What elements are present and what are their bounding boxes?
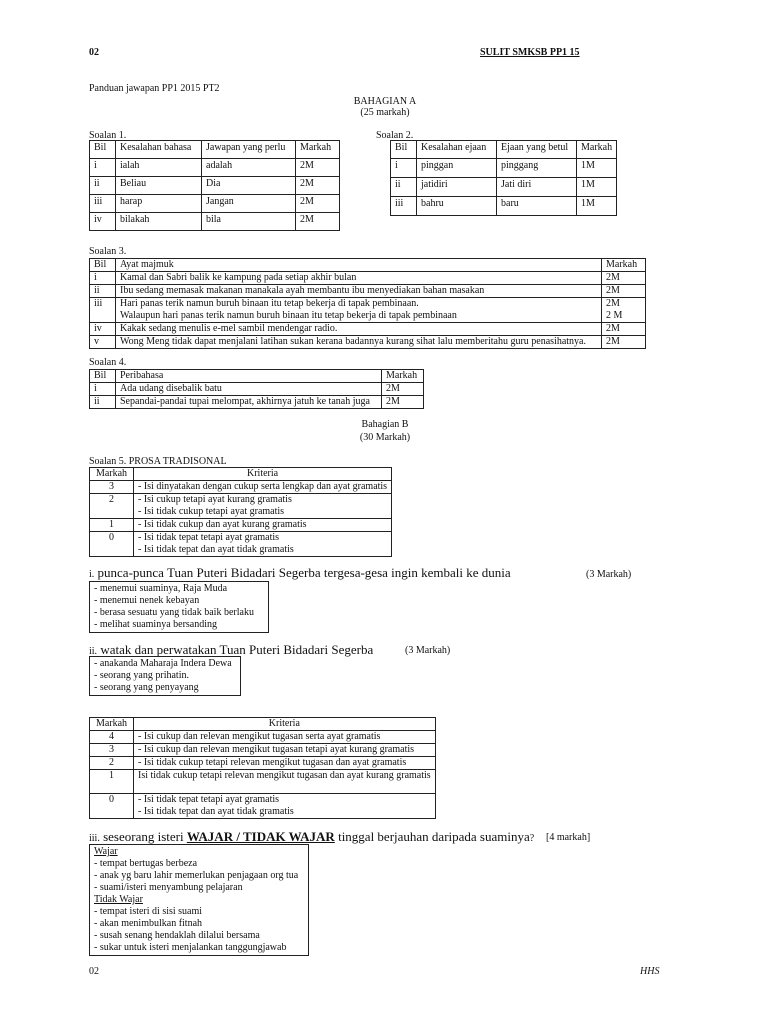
cell-line: - Isi cukup tetapi ayat kurang gramatis — [138, 494, 292, 505]
question-i — [89, 565, 511, 581]
question-iii — [89, 829, 534, 845]
header-cell: Markah — [90, 468, 134, 481]
cell: 2 — [90, 494, 134, 519]
table-row — [391, 197, 617, 216]
answer-item: - seorang yang prihatin. — [94, 670, 189, 681]
question-text-pre: seseorang isteri — [103, 829, 184, 844]
table-row — [90, 744, 436, 757]
cell — [134, 494, 392, 519]
header-code: SULIT SMKSB PP1 15 — [480, 47, 580, 58]
table-row — [90, 195, 340, 213]
question-text: punca-punca Tuan Puteri Bidadari Segerba tergesa-gesa ingin kembali ke dunia — [97, 565, 511, 580]
cell: Sepandai-pandai tupai melompat, akhirnya jatuh ke tanah juga — [116, 396, 382, 409]
section-a-title: BAHAGIAN A — [353, 96, 417, 107]
q5-rubric-table — [89, 467, 392, 557]
table-header-row — [391, 141, 617, 159]
section-a-marks: (25 markah) — [360, 107, 410, 118]
table-header-row — [90, 718, 436, 731]
header-cell: Markah — [90, 718, 134, 731]
cell: 2M — [382, 396, 424, 409]
cell: 2M — [602, 323, 646, 336]
answer-item: - anakanda Maharaja Indera Dewa — [94, 658, 232, 669]
header-cell: Markah — [382, 370, 424, 383]
question-i-marks: (3 Markah) — [586, 569, 632, 580]
table-row — [90, 519, 392, 532]
table-row — [90, 383, 424, 396]
cell: 2M — [296, 195, 340, 213]
question-ii-marks: (3 Markah) — [405, 645, 451, 656]
cell: 1M — [577, 197, 617, 216]
cell: - Isi tidak cukup dan ayat kurang gramatis — [134, 519, 392, 532]
question-text-post: tinggal berjauhan daripada suaminya — [338, 829, 530, 844]
question-i-answer-box — [89, 581, 269, 633]
cell: 0 — [90, 794, 134, 819]
q2-label: Soalan 2. — [376, 130, 414, 141]
cell: baru — [497, 197, 577, 216]
cell-line: - Isi tidak cukup tetapi ayat gramatis — [138, 506, 285, 517]
cell-line: 2M — [606, 298, 620, 309]
cell-line: - Isi tidak tepat tetapi ayat gramatis — [138, 794, 280, 805]
answer-item: - suami/isteri menyambung pelajaran — [94, 882, 243, 893]
answer-item: - berasa sesuatu yang tidak baik berlaku — [94, 607, 254, 618]
answer-item: - menemui suaminya, Raja Muda — [94, 583, 228, 594]
q1-label: Soalan 1. — [89, 130, 127, 141]
header-cell: Markah — [577, 141, 617, 159]
answer-item: - menemui nenek kebayan — [94, 595, 200, 606]
header-cell: Peribahasa — [116, 370, 382, 383]
cell: iii — [391, 197, 417, 216]
cell: 1M — [577, 178, 617, 197]
cell: ii — [90, 396, 116, 409]
q3-table — [89, 258, 646, 349]
cell: iii — [90, 298, 116, 323]
question-ii-answer-box — [89, 656, 241, 696]
q5-label: Soalan 5. PROSA TRADISONAL — [89, 456, 227, 467]
q1-table — [89, 140, 340, 231]
cell: - Isi cukup dan relevan mengikut tugasan serta ayat gramatis — [134, 731, 436, 744]
cell-line: - Isi tidak tepat dan ayat tidak gramatis — [138, 806, 294, 817]
header-cell: Markah — [602, 259, 646, 272]
header-cell: Ayat majmuk — [116, 259, 602, 272]
cell: 2M — [382, 383, 424, 396]
answer-item: - seorang yang penyayang — [94, 682, 199, 693]
table-header-row — [90, 259, 646, 272]
table-row — [90, 272, 646, 285]
table-header-row — [90, 468, 392, 481]
cell: 2 — [90, 757, 134, 770]
header-cell: Markah — [296, 141, 340, 159]
answer-item: - akan menimbulkan fitnah — [94, 918, 203, 929]
cell: Ada udang disebalik batu — [116, 383, 382, 396]
table-header-row — [90, 141, 340, 159]
cell: v — [90, 336, 116, 349]
answer-item: - susah senang hendaklah dilalui bersama — [94, 930, 260, 941]
tidak-wajar-heading: Tidak Wajar — [94, 894, 143, 905]
table-row — [90, 794, 436, 819]
table-row — [90, 298, 646, 323]
cell: 4 — [90, 731, 134, 744]
table-row — [90, 757, 436, 770]
footer-initials: HHS — [640, 966, 660, 977]
cell — [602, 298, 646, 323]
header-cell: Jawapan yang perlu — [202, 141, 296, 159]
table-row — [90, 177, 340, 195]
table-row — [90, 494, 392, 519]
cell: i — [90, 272, 116, 285]
cell: iv — [90, 323, 116, 336]
cell: pinggan — [417, 159, 497, 178]
page-number-footer: 02 — [89, 966, 99, 977]
cell-line: Hari panas terik namun buruh binaan itu tetap bekerja di tapak pembinaan. — [120, 298, 419, 309]
cell: iii — [90, 195, 116, 213]
wajar-heading: Wajar — [94, 846, 118, 857]
table-row — [90, 770, 436, 794]
cell — [134, 532, 392, 557]
cell: i — [90, 383, 116, 396]
cell: iv — [90, 213, 116, 231]
question-emphasis: WAJAR / TIDAK WAJAR — [186, 829, 335, 844]
question-text: watak dan perwatakan Tuan Puteri Bidadari Segerba — [100, 642, 374, 657]
cell: Jati diri — [497, 178, 577, 197]
rubric-table-2 — [89, 717, 436, 819]
question-number: iii. — [89, 833, 100, 844]
table-row — [90, 481, 392, 494]
cell: Beliau — [116, 177, 202, 195]
header-cell: Kriteria — [134, 468, 392, 481]
cell: 1 — [90, 519, 134, 532]
cell: Ibu sedang memasak makanan manakala ayah membantu ibu menyediakan bahan masakan — [116, 285, 602, 298]
table-row — [90, 213, 340, 231]
header-cell: Bil — [90, 259, 116, 272]
cell: adalah — [202, 159, 296, 177]
cell: ii — [391, 178, 417, 197]
answer-item: - tempat isteri di sisi suami — [94, 906, 203, 917]
cell: 2M — [602, 336, 646, 349]
header-cell: Kesalahan bahasa — [116, 141, 202, 159]
cell: ialah — [116, 159, 202, 177]
cell-line: 2 M — [606, 310, 623, 321]
cell-line: - Isi tidak tepat dan ayat tidak gramatis — [138, 544, 294, 555]
cell-line: Walaupun hari panas terik namun buruh binaan itu tetap bekerja di tapak pembinaan — [120, 310, 457, 321]
cell: Wong Meng tidak dapat menjalani latihan sukan kerana badannya kurang sihat lalu memberitahu guru penasihatnya. — [116, 336, 602, 349]
table-row — [90, 285, 646, 298]
question-iii-answer-box — [89, 844, 309, 956]
cell: Kakak sedang menulis e-mel sambil mendengar radio. — [116, 323, 602, 336]
header-cell: Bil — [90, 370, 116, 383]
cell: 1 — [90, 770, 134, 794]
cell: 3 — [90, 744, 134, 757]
answer-item: - tempat bertugas berbeza — [94, 858, 198, 869]
section-b-marks: (30 Markah) — [359, 432, 411, 443]
header-cell: Kriteria — [134, 718, 436, 731]
cell: 2M — [296, 213, 340, 231]
cell: 2M — [602, 285, 646, 298]
page-number-header: 02 — [89, 47, 99, 58]
table-row — [90, 731, 436, 744]
question-number: i. — [89, 569, 95, 580]
cell: bilakah — [116, 213, 202, 231]
header-cell: Bil — [90, 141, 116, 159]
cell: ii — [90, 285, 116, 298]
table-row — [90, 336, 646, 349]
cell: 2M — [602, 272, 646, 285]
q2-table — [390, 140, 617, 216]
section-b-title: Bahagian B — [361, 419, 409, 430]
answer-item: - anak yg baru lahir memerlukan penjagaan org tua — [94, 870, 299, 881]
table-row — [90, 159, 340, 177]
table-header-row — [90, 370, 424, 383]
cell: - Isi dinyatakan dengan cukup serta lengkap dan ayat gramatis — [134, 481, 392, 494]
cell-line: - Isi tidak tepat tetapi ayat gramatis — [138, 532, 280, 543]
guide-title: Panduan jawapan PP1 2015 PT2 — [89, 83, 220, 94]
answer-item: - sukar untuk isteri menjalankan tanggungjawab — [94, 942, 287, 953]
cell: 0 — [90, 532, 134, 557]
cell: i — [391, 159, 417, 178]
question-mark-symbol: ? — [529, 833, 535, 844]
header-cell: Ejaan yang betul — [497, 141, 577, 159]
q4-label: Soalan 4. — [89, 357, 127, 368]
header-cell: Kesalahan ejaan — [417, 141, 497, 159]
cell — [116, 298, 602, 323]
question-number: ii. — [89, 646, 98, 657]
header-cell: Bil — [391, 141, 417, 159]
cell: 1M — [577, 159, 617, 178]
cell: harap — [116, 195, 202, 213]
cell: - Isi cukup dan relevan mengikut tugasan tetapi ayat kurang gramatis — [134, 744, 436, 757]
table-row — [90, 323, 646, 336]
cell: Jangan — [202, 195, 296, 213]
cell: bila — [202, 213, 296, 231]
cell: Kamal dan Sabri balik ke kampung pada setiap akhir bulan — [116, 272, 602, 285]
table-row — [90, 532, 392, 557]
cell: 2M — [296, 159, 340, 177]
cell: - Isi tidak cukup tetapi relevan mengikut tugasan dan ayat gramatis — [134, 757, 436, 770]
cell: Isi tidak cukup tetapi relevan mengikut tugasan dan ayat kurang gramatis — [134, 770, 436, 794]
cell: 2M — [296, 177, 340, 195]
q3-label: Soalan 3. — [89, 246, 127, 257]
cell: i — [90, 159, 116, 177]
cell: jatidiri — [417, 178, 497, 197]
cell: bahru — [417, 197, 497, 216]
cell — [134, 794, 436, 819]
answer-item: - melihat suaminya bersanding — [94, 619, 218, 630]
table-row — [90, 396, 424, 409]
cell: pinggang — [497, 159, 577, 178]
table-row — [391, 178, 617, 197]
question-iii-marks: [4 markah] — [546, 832, 591, 843]
table-row — [391, 159, 617, 178]
cell: ii — [90, 177, 116, 195]
cell: Dia — [202, 177, 296, 195]
q4-table — [89, 369, 424, 409]
cell: 3 — [90, 481, 134, 494]
